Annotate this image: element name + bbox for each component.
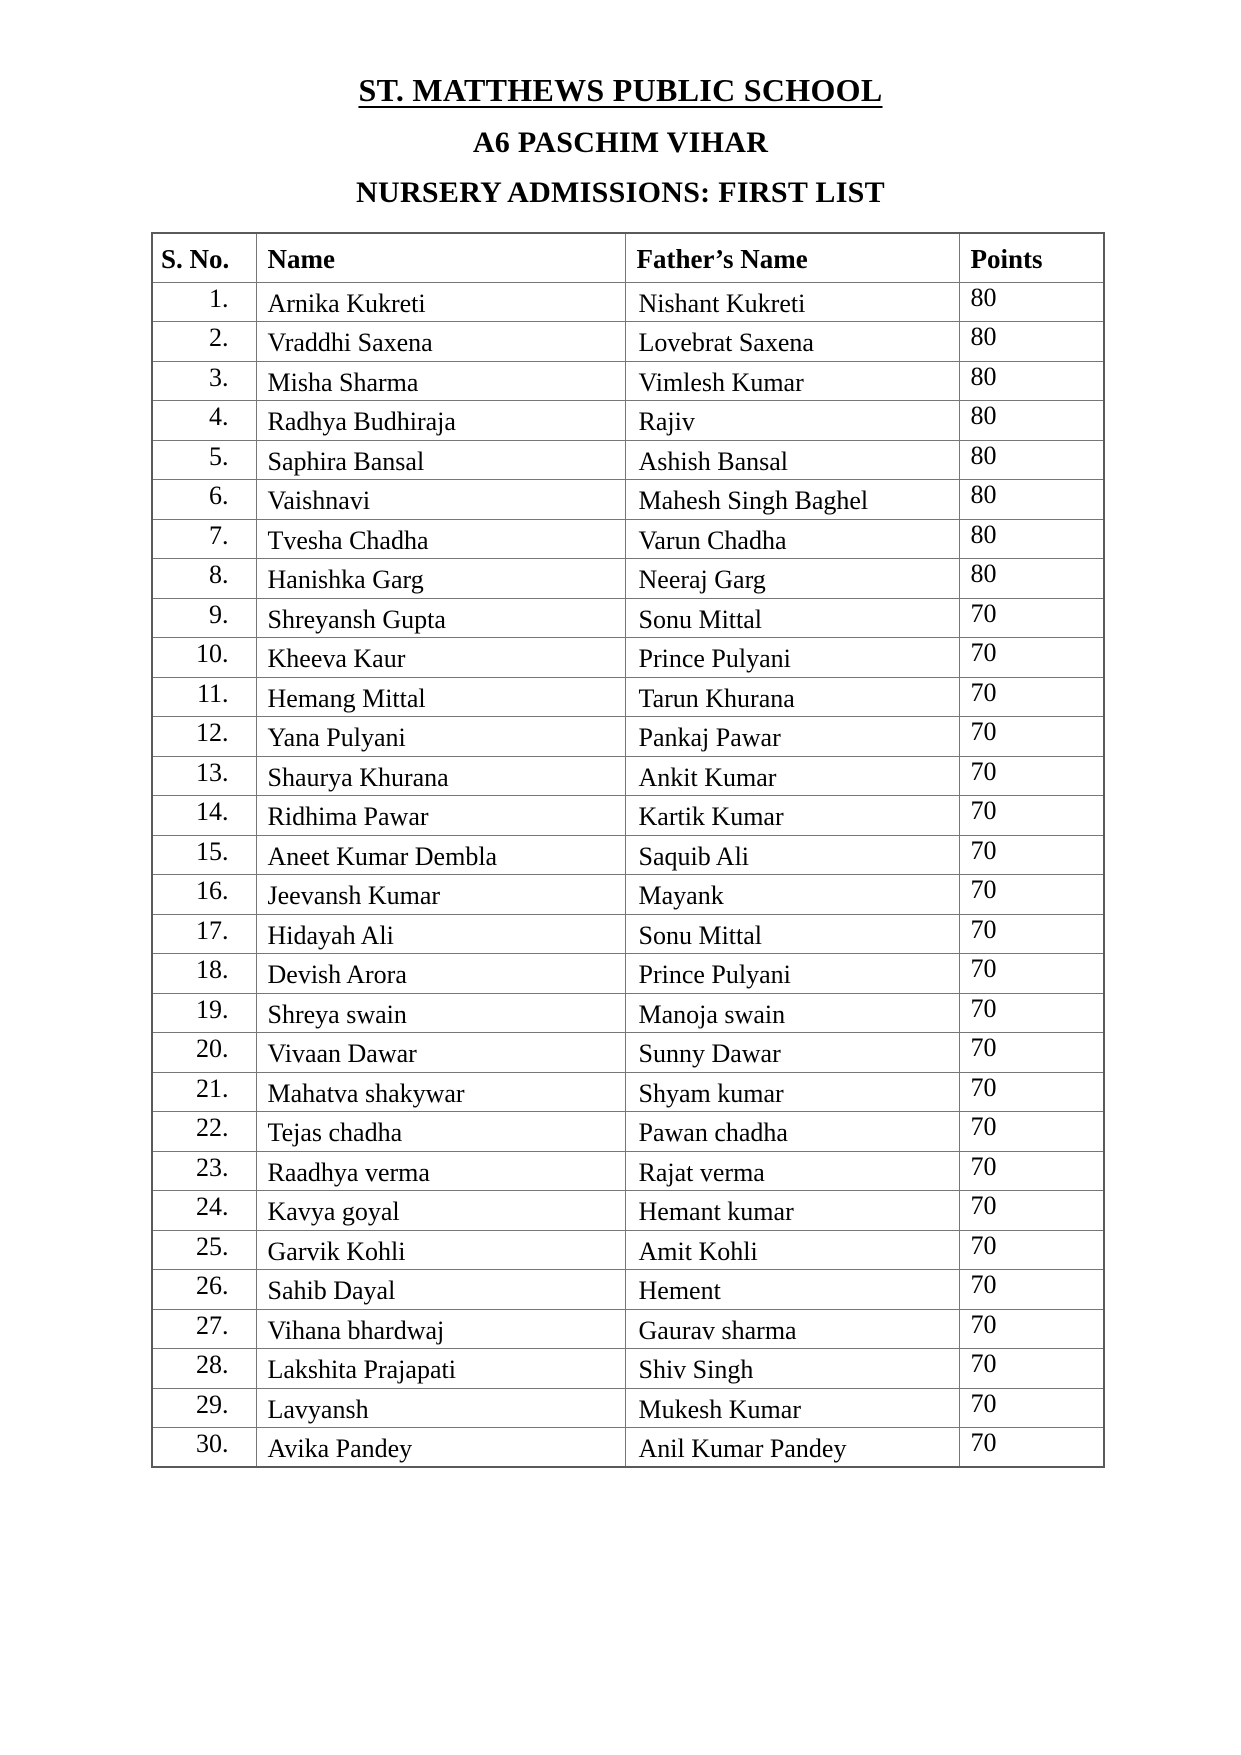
father-name-cell: Mahesh Singh Baghel [625, 480, 959, 520]
points-cell: 70 [959, 756, 1104, 796]
table-row [152, 480, 1104, 520]
father-name-cell: Amit Kohli [625, 1230, 959, 1270]
father-name-cell: Shiv Singh [625, 1349, 959, 1389]
sno-cell: 26. [152, 1270, 256, 1310]
name-cell: Tvesha Chadha [256, 519, 625, 559]
header-points: Points [959, 233, 1104, 282]
name-cell: Yana Pulyani [256, 717, 625, 757]
sno-cell: 21. [152, 1072, 256, 1112]
name-cell: Sahib Dayal [256, 1270, 625, 1310]
father-name-cell: Prince Pulyani [625, 638, 959, 678]
table-row [152, 519, 1104, 559]
table-row [152, 282, 1104, 322]
table-body [152, 282, 1104, 1467]
sno-cell: 30. [152, 1428, 256, 1468]
points-cell: 80 [959, 559, 1104, 599]
father-name-cell: Varun Chadha [625, 519, 959, 559]
name-cell: Ridhima Pawar [256, 796, 625, 836]
points-cell: 70 [959, 1230, 1104, 1270]
name-cell: Vivaan Dawar [256, 1033, 625, 1073]
points-cell: 70 [959, 914, 1104, 954]
points-cell: 70 [959, 1349, 1104, 1389]
father-name-cell: Prince Pulyani [625, 954, 959, 994]
table-row [152, 993, 1104, 1033]
header-sno: S. No. [152, 233, 256, 282]
name-cell: Arnika Kukreti [256, 282, 625, 322]
sno-cell: 28. [152, 1349, 256, 1389]
table-row [152, 954, 1104, 994]
father-name-cell: Manoja swain [625, 993, 959, 1033]
sno-cell: 15. [152, 835, 256, 875]
table-row [152, 559, 1104, 599]
points-cell: 70 [959, 717, 1104, 757]
name-cell: Hidayah Ali [256, 914, 625, 954]
name-cell: Raadhya verma [256, 1151, 625, 1191]
father-name-cell: Gaurav sharma [625, 1309, 959, 1349]
sno-cell: 6. [152, 480, 256, 520]
header-father-name: Father’s Name [625, 233, 959, 282]
table-row [152, 796, 1104, 836]
sno-cell: 3. [152, 361, 256, 401]
name-cell: Kheeva Kaur [256, 638, 625, 678]
points-cell: 70 [959, 1072, 1104, 1112]
points-cell: 70 [959, 954, 1104, 994]
name-cell: Vaishnavi [256, 480, 625, 520]
table-row [152, 1349, 1104, 1389]
sno-cell: 19. [152, 993, 256, 1033]
points-cell: 70 [959, 875, 1104, 915]
points-cell: 70 [959, 1388, 1104, 1428]
name-cell: Misha Sharma [256, 361, 625, 401]
father-name-cell: Sonu Mittal [625, 598, 959, 638]
sno-cell: 8. [152, 559, 256, 599]
points-cell: 70 [959, 796, 1104, 836]
father-name-cell: Rajiv [625, 401, 959, 441]
table-row [152, 1033, 1104, 1073]
father-name-cell: Ankit Kumar [625, 756, 959, 796]
sno-cell: 23. [152, 1151, 256, 1191]
table-row [152, 401, 1104, 441]
table-row [152, 1309, 1104, 1349]
table-row [152, 1388, 1104, 1428]
father-name-cell: Mayank [625, 875, 959, 915]
sno-cell: 14. [152, 796, 256, 836]
father-name-cell: Anil Kumar Pandey [625, 1428, 959, 1468]
name-cell: Saphira Bansal [256, 440, 625, 480]
points-cell: 70 [959, 1112, 1104, 1152]
name-cell: Avika Pandey [256, 1428, 625, 1468]
name-cell: Shreya swain [256, 993, 625, 1033]
name-cell: Mahatva shakywar [256, 1072, 625, 1112]
points-cell: 80 [959, 440, 1104, 480]
admissions-table [151, 232, 1105, 1468]
table-row [152, 361, 1104, 401]
sno-cell: 13. [152, 756, 256, 796]
sno-cell: 1. [152, 282, 256, 322]
table-row [152, 638, 1104, 678]
header-name: Name [256, 233, 625, 282]
name-cell: Lavyansh [256, 1388, 625, 1428]
table-row [152, 1428, 1104, 1468]
father-name-cell: Ashish Bansal [625, 440, 959, 480]
table-row [152, 1151, 1104, 1191]
table-row [152, 598, 1104, 638]
father-name-cell: Vimlesh Kumar [625, 361, 959, 401]
father-name-cell: Hemant kumar [625, 1191, 959, 1231]
father-name-cell: Kartik Kumar [625, 796, 959, 836]
name-cell: Aneet Kumar Dembla [256, 835, 625, 875]
points-cell: 70 [959, 835, 1104, 875]
school-address-title: A6 PASCHIM VIHAR [472, 126, 769, 159]
name-cell: Hemang Mittal [256, 677, 625, 717]
table-row [152, 875, 1104, 915]
points-cell: 80 [959, 480, 1104, 520]
father-name-cell: Pankaj Pawar [625, 717, 959, 757]
points-cell: 70 [959, 1270, 1104, 1310]
admissions-list-title: NURSERY ADMISSIONS: FIRST LIST [356, 176, 885, 209]
name-cell: Vihana bhardwaj [256, 1309, 625, 1349]
table-row [152, 717, 1104, 757]
table-row [152, 440, 1104, 480]
table-row [152, 677, 1104, 717]
sno-cell: 2. [152, 322, 256, 362]
father-name-cell: Nishant Kukreti [625, 282, 959, 322]
points-cell: 80 [959, 401, 1104, 441]
table-row [152, 1191, 1104, 1231]
points-cell: 70 [959, 598, 1104, 638]
father-name-cell: Mukesh Kumar [625, 1388, 959, 1428]
table-row [152, 1112, 1104, 1152]
sno-cell: 22. [152, 1112, 256, 1152]
father-name-cell: Rajat verma [625, 1151, 959, 1191]
sno-cell: 18. [152, 954, 256, 994]
sno-cell: 29. [152, 1388, 256, 1428]
sno-cell: 12. [152, 717, 256, 757]
father-name-cell: Pawan chadha [625, 1112, 959, 1152]
name-cell: Radhya Budhiraja [256, 401, 625, 441]
points-cell: 70 [959, 1191, 1104, 1231]
sno-cell: 10. [152, 638, 256, 678]
father-name-cell: Shyam kumar [625, 1072, 959, 1112]
sno-cell: 20. [152, 1033, 256, 1073]
sno-cell: 17. [152, 914, 256, 954]
table-row [152, 1270, 1104, 1310]
name-cell: Lakshita Prajapati [256, 1349, 625, 1389]
name-cell: Tejas chadha [256, 1112, 625, 1152]
sno-cell: 16. [152, 875, 256, 915]
sno-cell: 11. [152, 677, 256, 717]
name-cell: Vraddhi Saxena [256, 322, 625, 362]
points-cell: 80 [959, 322, 1104, 362]
points-cell: 70 [959, 1151, 1104, 1191]
name-cell: Hanishka Garg [256, 559, 625, 599]
sno-cell: 24. [152, 1191, 256, 1231]
points-cell: 80 [959, 519, 1104, 559]
table-row [152, 756, 1104, 796]
name-cell: Jeevansh Kumar [256, 875, 625, 915]
sno-cell: 5. [152, 440, 256, 480]
points-cell: 80 [959, 361, 1104, 401]
name-cell: Kavya goyal [256, 1191, 625, 1231]
father-name-cell: Sonu Mittal [625, 914, 959, 954]
table-row [152, 1072, 1104, 1112]
points-cell: 70 [959, 1033, 1104, 1073]
name-cell: Garvik Kohli [256, 1230, 625, 1270]
sno-cell: 25. [152, 1230, 256, 1270]
points-cell: 80 [959, 282, 1104, 322]
father-name-cell: Lovebrat Saxena [625, 322, 959, 362]
name-cell: Devish Arora [256, 954, 625, 994]
father-name-cell: Neeraj Garg [625, 559, 959, 599]
school-name-title: ST. MATTHEWS PUBLIC SCHOOL [358, 72, 883, 108]
table-row [152, 1230, 1104, 1270]
table-row [152, 835, 1104, 875]
points-cell: 70 [959, 677, 1104, 717]
name-cell: Shreyansh Gupta [256, 598, 625, 638]
father-name-cell: Tarun Khurana [625, 677, 959, 717]
table-row [152, 322, 1104, 362]
sno-cell: 27. [152, 1309, 256, 1349]
points-cell: 70 [959, 1428, 1104, 1468]
sno-cell: 4. [152, 401, 256, 441]
points-cell: 70 [959, 638, 1104, 678]
points-cell: 70 [959, 993, 1104, 1033]
father-name-cell: Sunny Dawar [625, 1033, 959, 1073]
table-row [152, 914, 1104, 954]
sno-cell: 9. [152, 598, 256, 638]
table-header-row [152, 233, 1104, 282]
points-cell: 70 [959, 1309, 1104, 1349]
father-name-cell: Hement [625, 1270, 959, 1310]
name-cell: Shaurya Khurana [256, 756, 625, 796]
father-name-cell: Saquib Ali [625, 835, 959, 875]
sno-cell: 7. [152, 519, 256, 559]
